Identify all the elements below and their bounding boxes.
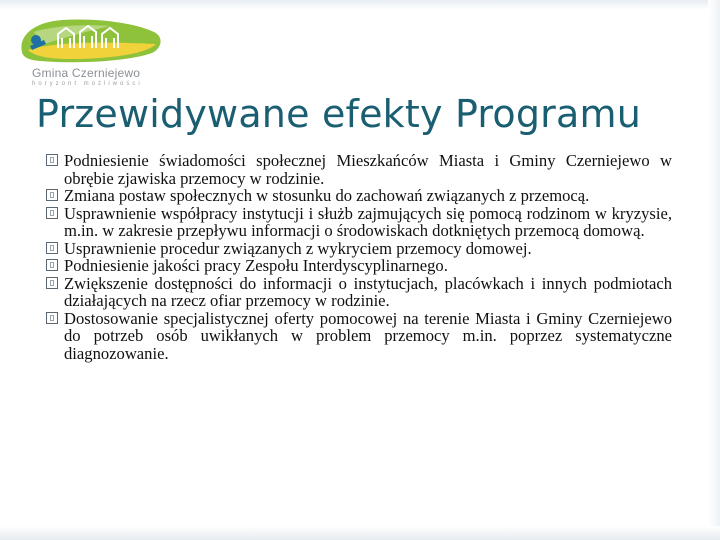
slide-title: Przewidywane efekty Programu: [36, 92, 641, 136]
logo-tagline: horyzont możliwości: [32, 81, 143, 87]
bullet-list: [46, 152, 672, 362]
slide-right-edge: [708, 0, 720, 540]
list-item-text: Usprawnienie współpracy instytucji i służb zajmujących się pomocą rodzinom w kryzysie, m.in. w zakresie przepływu informacji o środowiskach dotkniętych przemocą domową.: [64, 203, 672, 240]
list-item: [46, 152, 672, 187]
list-item: [46, 205, 672, 240]
box-bullet-icon: [46, 189, 58, 201]
list-item: [46, 257, 672, 275]
box-bullet-icon: [46, 259, 58, 271]
list-item-text: Dostosowanie specjalistycznej oferty pomocowej na terenie Miasta i Gminy Czerniejewo do potrzeb osób uwikłanych w problem przemocy m.in. poprzez systematyczne diagnozowanie.: [64, 308, 672, 363]
list-item-text: Podniesienie świadomości społecznej Mieszkańców Miasta i Gminy Czerniejewo w obrębie zjawiska przemocy w rodzinie.: [64, 151, 672, 188]
slide-top-edge: [0, 0, 720, 10]
list-item: [46, 310, 672, 363]
box-bullet-icon: [46, 207, 58, 219]
list-item-text: Podniesienie jakości pracy Zespołu Interdyscyplinarnego.: [64, 256, 448, 275]
list-item: [46, 240, 672, 258]
logo-name: Gmina Czerniejewo: [32, 66, 141, 80]
box-bullet-icon: [46, 277, 58, 289]
slide-bottom-edge: [0, 526, 720, 540]
list-item: [46, 187, 672, 205]
logo: [14, 10, 164, 94]
box-bullet-icon: [46, 242, 58, 254]
list-item-text: Zmiana postaw społecznych w stosunku do zachowań związanych z przemocą.: [64, 186, 590, 205]
list-item-text: Zwiększenie dostępności do informacji o instytucjach, placówkach i innych podmiotach działających na rzecz ofiar przemocy w rodzinie.: [64, 273, 672, 310]
box-bullet-icon: [46, 154, 58, 166]
list-item: [46, 275, 672, 310]
list-item-text: Usprawnienie procedur związanych z wykryciem przemocy domowej.: [64, 238, 532, 258]
box-bullet-icon: [46, 312, 58, 324]
logo-emblem-icon: [14, 10, 164, 66]
